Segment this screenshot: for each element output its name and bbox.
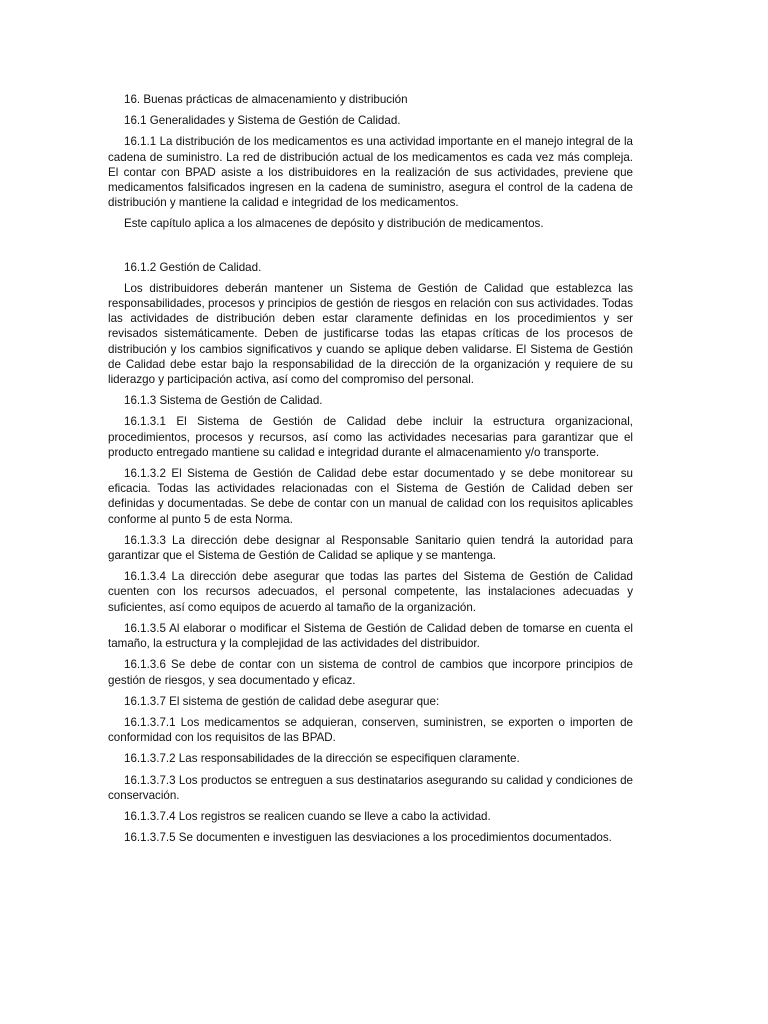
section-title: 16. Buenas prácticas de almacenamiento y distribución [124, 93, 408, 106]
subsection-title: 16.1.3 Sistema de Gestión de Calidad. [124, 394, 323, 408]
paragraph: 16.1.3.5 Al elaborar o modificar el Sistema de Gestión de Calidad deben de tomarse en cuenta el tamaño, la estructura y la complejidad de las actividades del distribuidor. [108, 621, 633, 651]
subsection-title: 16.1 Generalidades y Sistema de Gestión de Calidad. [124, 114, 401, 128]
paragraph: 16.1.3.2 El Sistema de Gestión de Calidad debe estar documentado y se debe monitorear su eficacia. Todas las actividades relacionadas con el Sistema de Gestión de Calidad deben ser definidas y documentadas. Se debe de contar con un manual de calidad con los requisitos aplicables conforme al punto 5 de esta Norma. [108, 467, 633, 526]
paragraph: 16.1.3.1 El Sistema de Gestión de Calidad debe incluir la estructura organizacional, procedimientos, procesos y recursos, así como las actividades necesarias para garantizar que el producto entregado mantiene su calidad e integridad durante el almacenamiento y/o transporte. [108, 415, 633, 459]
document-body [108, 92, 633, 851]
list-item: 16.1.3.7.1 Los medicamentos se adquieran, conserven, suministren, se exporten o importen de conformidad con los requisitos de las BPAD. [108, 715, 633, 745]
paragraph: 16.1.3.7 El sistema de gestión de calidad debe asegurar que: [124, 694, 440, 708]
paragraph: 16.1.3.6 Se debe de contar con un sistema de control de cambios que incorpore principios de gestión de riesgos, y sea documentado y eficaz. [108, 658, 633, 687]
paragraph: Este capítulo aplica a los almacenes de depósito y distribución de medicamentos. [124, 217, 544, 231]
list-item: 16.1.3.7.4 Los registros se realicen cuando se lleve a cabo la actividad. [124, 809, 491, 823]
paragraph: 16.1.3.4 La dirección debe asegurar que todas las partes del Sistema de Gestión de Calidad cuenten con los recursos adecuados, el personal competente, las instalaciones adecuadas y suficientes, así como equipos de acuerdo al tamaño de la organización. [108, 570, 633, 614]
subsection-title: 16.1.2 Gestión de Calidad. [124, 260, 262, 274]
paragraph: Los distribuidores deberán mantener un Sistema de Gestión de Calidad que establezca las responsabilidades, procesos y principios de gestión de riesgos en relación con sus actividades. Todas las actividades de distribución deben estar claramente definidas en los procedimientos y ser revisados sistemáticamente. Deben de justificarse todas las etapas críticas de los procesos de distribución y los cambios significativos y cuando se aplique deben validarse. El Sistema de Gestión de Calidad debe estar bajo la responsabilidad de la dirección de la organización y requiere de su liderazgo y participación activa, así como del compromiso del personal. [108, 281, 633, 387]
list-item: 16.1.3.7.5 Se documenten e investiguen las desviaciones a los procedimientos documentados. [124, 831, 612, 845]
paragraph: 16.1.3.3 La dirección debe designar al Responsable Sanitario quien tendrá la autoridad para garantizar que el Sistema de Gestión de Calidad se aplique y se mantenga. [108, 533, 633, 563]
paragraph: 16.1.1 La distribución de los medicamentos es una actividad importante en el manejo integral de la cadena de suministro. La red de distribución actual de los medicamentos es cada vez más compleja. El contar con BPAD asiste a los distribuidores en la realización de sus actividades, previene que medicamentos falsificados ingresen en la cadena de suministro, asegura el control de la cadena de distribución y mantiene la calidad e integridad de los medicamentos. [108, 135, 633, 210]
list-item: 16.1.3.7.3 Los productos se entreguen a sus destinatarios asegurando su calidad y condiciones de conservación. [108, 773, 633, 802]
list-item: 16.1.3.7.2 Las responsabilidades de la dirección se especifiquen claramente. [124, 752, 520, 766]
